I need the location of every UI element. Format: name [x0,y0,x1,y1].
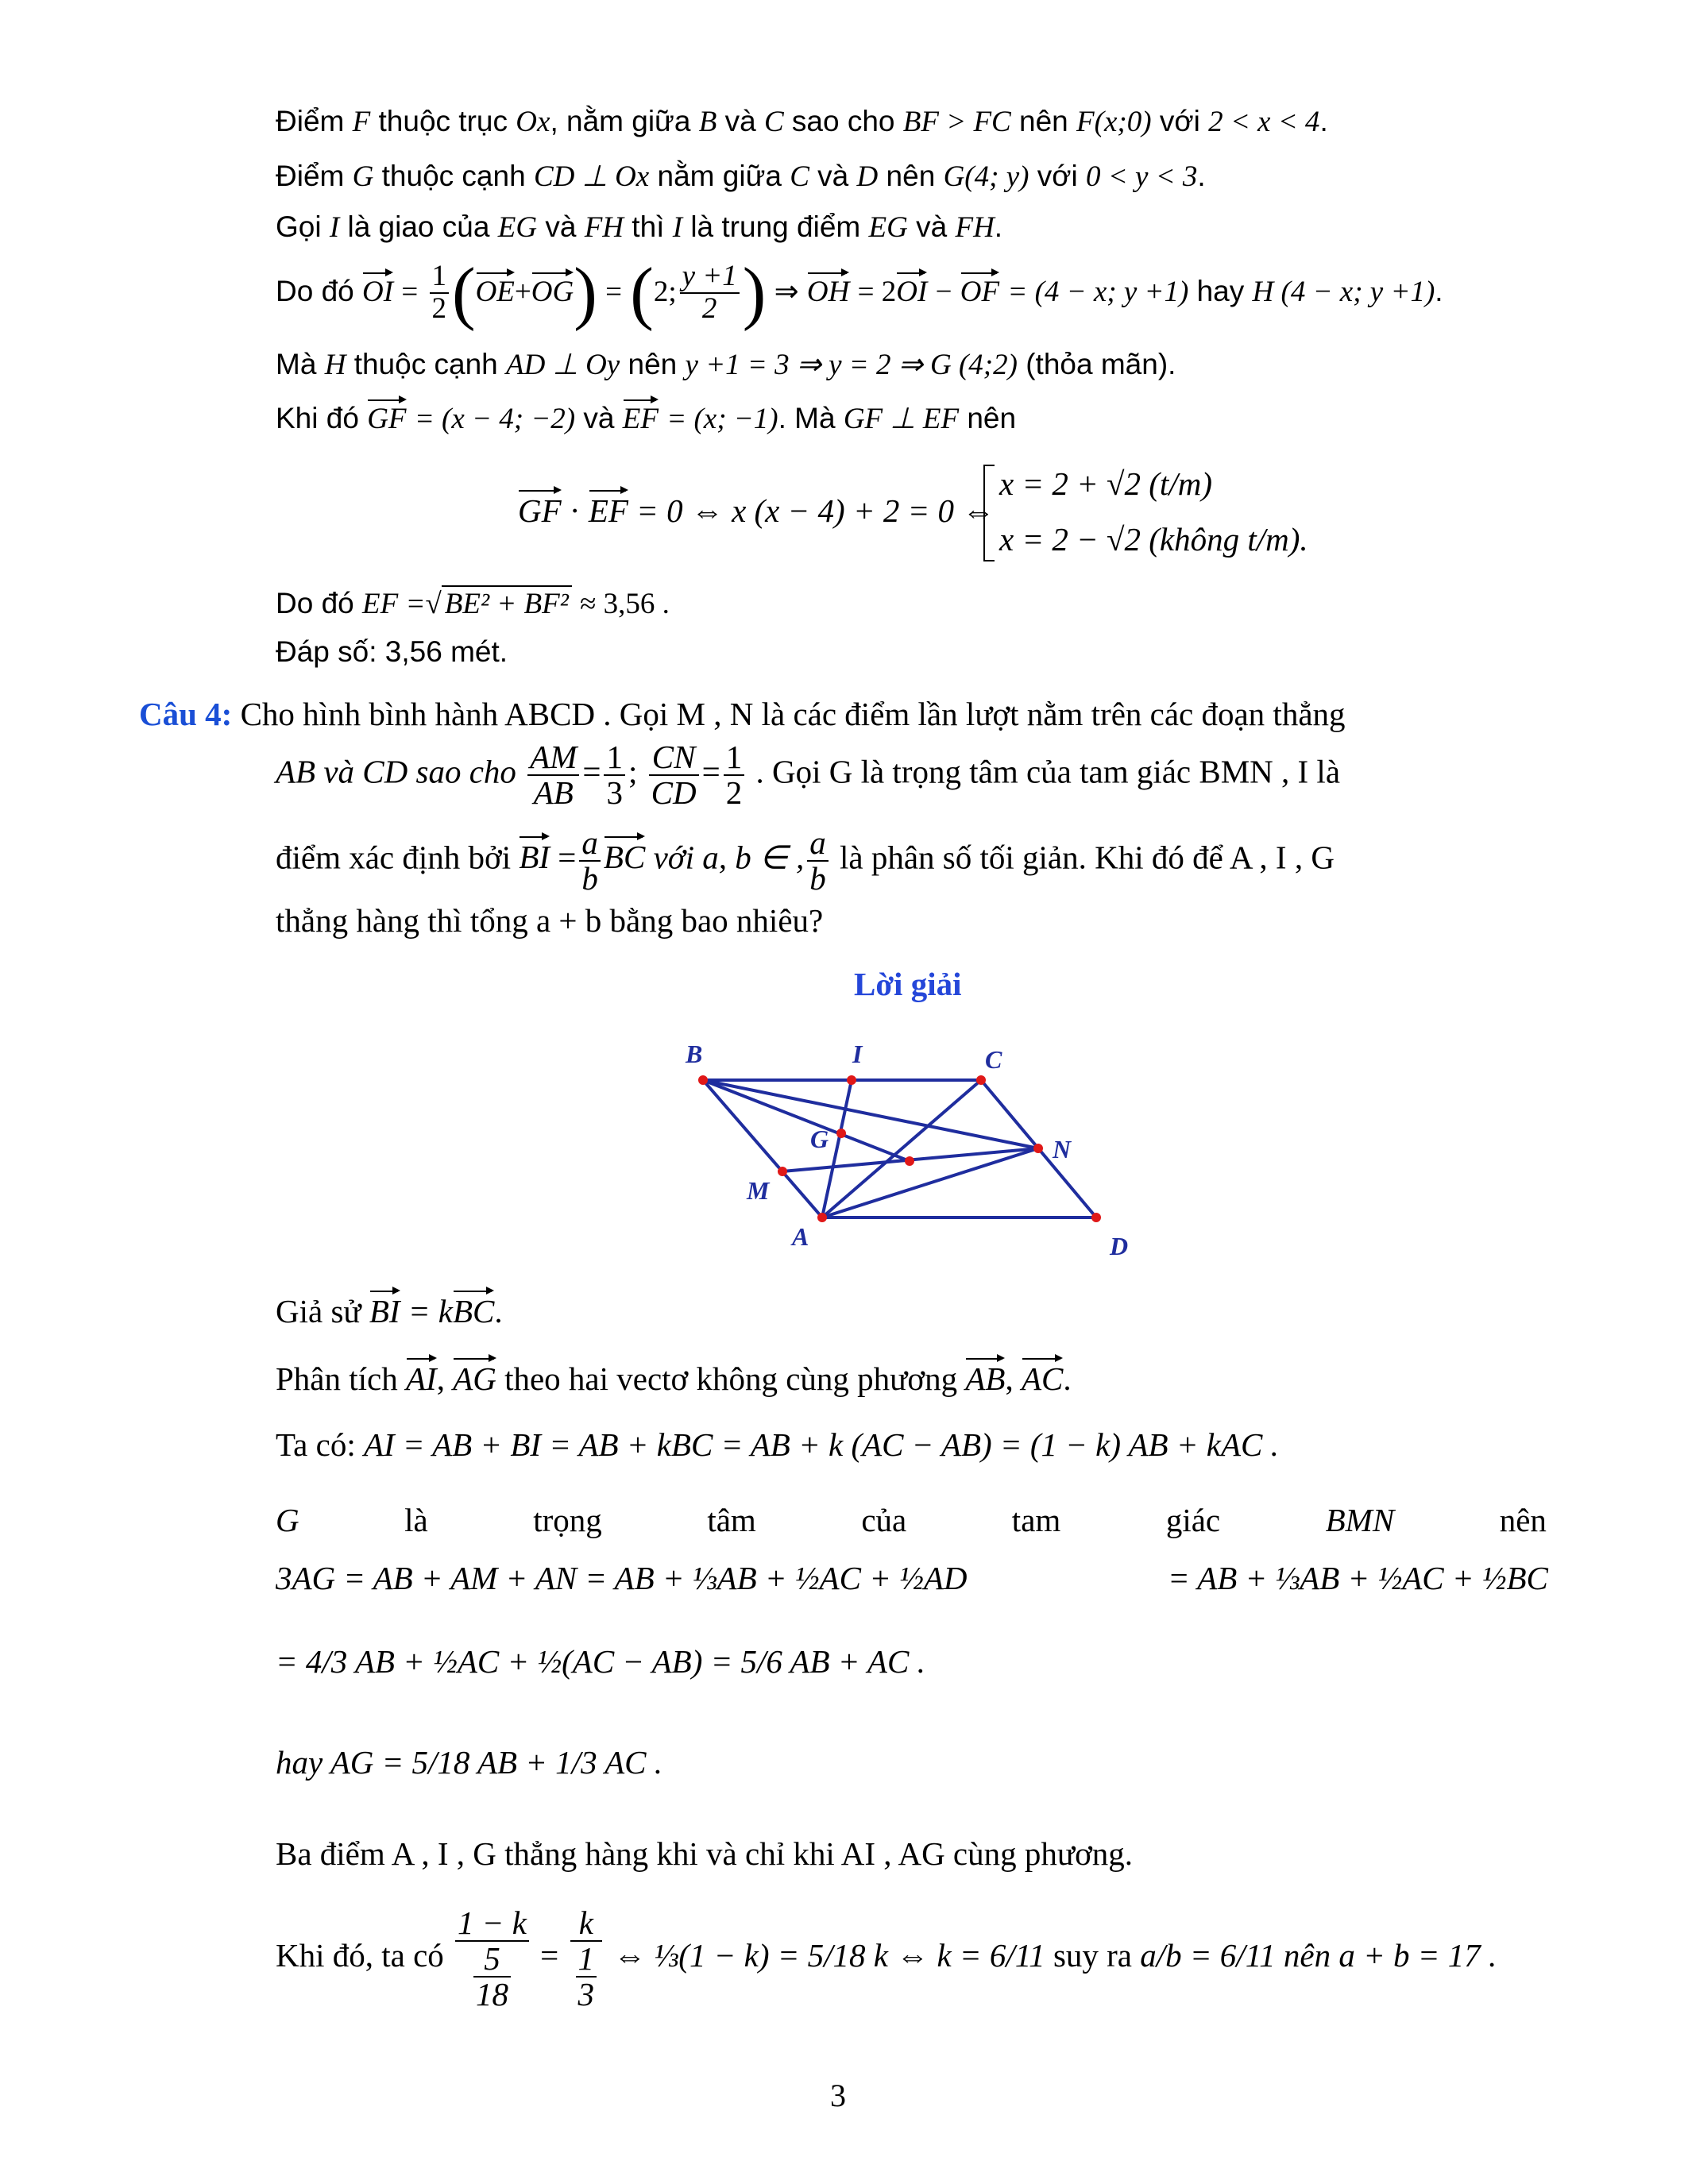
point-M [778,1167,787,1176]
point-A [817,1213,827,1222]
segment-B-to-center [703,1080,910,1161]
intro-line-4: Do đó OI = $\frac{1}{2}$ (OE+OG) = (2; $\frac{y +1}{2}$ ) ⇒ OH = 2OI − OF = (4 − x; y +1) hay H (4 − x; y +1). [276,254,1443,332]
point-D [1091,1213,1101,1222]
solution-line-5b: = AB + ⅓AB + ½AC + ½BC [1168,1560,1548,1596]
question-4-line-2: AB và CD sao cho $\frac{AM}{AB}$ = $\frac{1}{3}$ ; $\frac{CN}{CD}$ = $\frac{1}{2}$ . Gọi G là trọng tâm của tam giác BMN , I là [276,739,1341,812]
solution-line-3: Ta có: AI = AB + BI = AB + kBC = AB + k (AC − AB) = (1 − k) AB + kAC . [276,1426,1279,1463]
solution-line-6: = 4/3 AB + ½AC + ½(AC − AB) = 5/6 AB + AC . [276,1643,925,1680]
solution-case-1: x = 2 + √2 (t/m) [999,465,1212,502]
solution-title: Lời giải [854,966,962,1002]
point-C [976,1075,986,1085]
intro-line-5: Mà H thuộc cạnh AD ⊥ Oy nên y +1 = 3 ⇒ y = 2 ⇒ G (4;2) (thỏa mãn). [276,348,1176,381]
point-G [836,1129,846,1138]
label-I: I [852,1040,863,1068]
question-label: Câu 4: [139,696,233,732]
intro-line-1: Điểm F thuộc trục Ox, nằm giữa B và C sao cho BF > FC nên F(x;0) với 2 < x < 4. [276,105,1328,138]
intro-line-3: Gọi I là giao của EG và FH thì I là trung điểm EG và FH. [276,210,1003,244]
label-G: G [810,1125,829,1153]
intro-line-2: Điểm G thuộc cạnh CD ⊥ Ox nằm giữa C và D nên G(4; y) với 0 < y < 3. [276,160,1206,193]
point-N [1033,1144,1043,1153]
label-B: B [686,1040,703,1068]
intro-line-7-equation: GF · EF = 0 ⇔ x (x − 4) + 2 = 0 ⇔ [518,490,995,530]
point-I [847,1075,856,1085]
solution-line-9: Khi đó, ta có $\frac{1 - k}{\frac{5}{18}}$ = $\frac{k}{\frac{1}{3}}$ ⇔ ⅓(1 − k) = 5/18 k ⇔ k = 6/11 suy ra a/b = 6/11 nên a + b = 17 . [276,1904,1497,2013]
question-4-line-1: Câu 4: Cho hình bình hành ABCD . Gọi M , N là các điểm lần lượt nằm trên các đoạn thẳng [139,696,1346,732]
question-4-line-4: thẳng hàng thì tổng a + b bằng bao nhiêu? [276,902,824,939]
label-A: A [792,1222,809,1251]
page-number: 3 [830,2078,846,2113]
solution-line-4: G là trọng tâm của tam giác BMN nên [276,1502,1547,1538]
solution-line-1: Giả sử BI = kBC. [276,1291,503,1330]
solution-case-2: x = 2 − √2 (không t/m). [999,521,1308,558]
parallelogram-figure [679,1024,1156,1271]
intro-line-8: Do đó EF =√ BE² + BF² ≈ 3,56 . [276,587,670,620]
label-D: D [1110,1232,1129,1260]
solution-line-2: Phân tích AI, AG theo hai vectơ không cùng phương AB, AC. [276,1358,1072,1398]
answer-line: Đáp số: 3,56 mét. [276,635,508,668]
solution-line-8: Ba điểm A , I , G thẳng hàng khi và chỉ khi AI , AG cùng phương. [276,1835,1134,1872]
solution-line-7: hay AG = 5/18 AB + 1/3 AC . [276,1744,662,1781]
system-bracket [983,465,995,561]
solution-line-5a: 3AG = AB + AM + AN = AB + ⅓AB + ½AC + ½AD [276,1560,968,1596]
intro-line-6: Khi đó GF = (x − 4; −2) và EF = (x; −1). Mà GF ⊥ EF nên [276,399,1016,436]
question-4-line-3: điểm xác định bởi BI = $\frac{a}{b}$ BC với a, b ∈ , $\frac{a}{b}$ là phân số tối giản. Khi đó để A , I , G [276,824,1335,897]
label-N: N [1053,1135,1072,1163]
point-B [698,1075,708,1085]
point-center [905,1156,914,1166]
label-M: M [747,1176,770,1205]
label-C: C [985,1045,1002,1074]
